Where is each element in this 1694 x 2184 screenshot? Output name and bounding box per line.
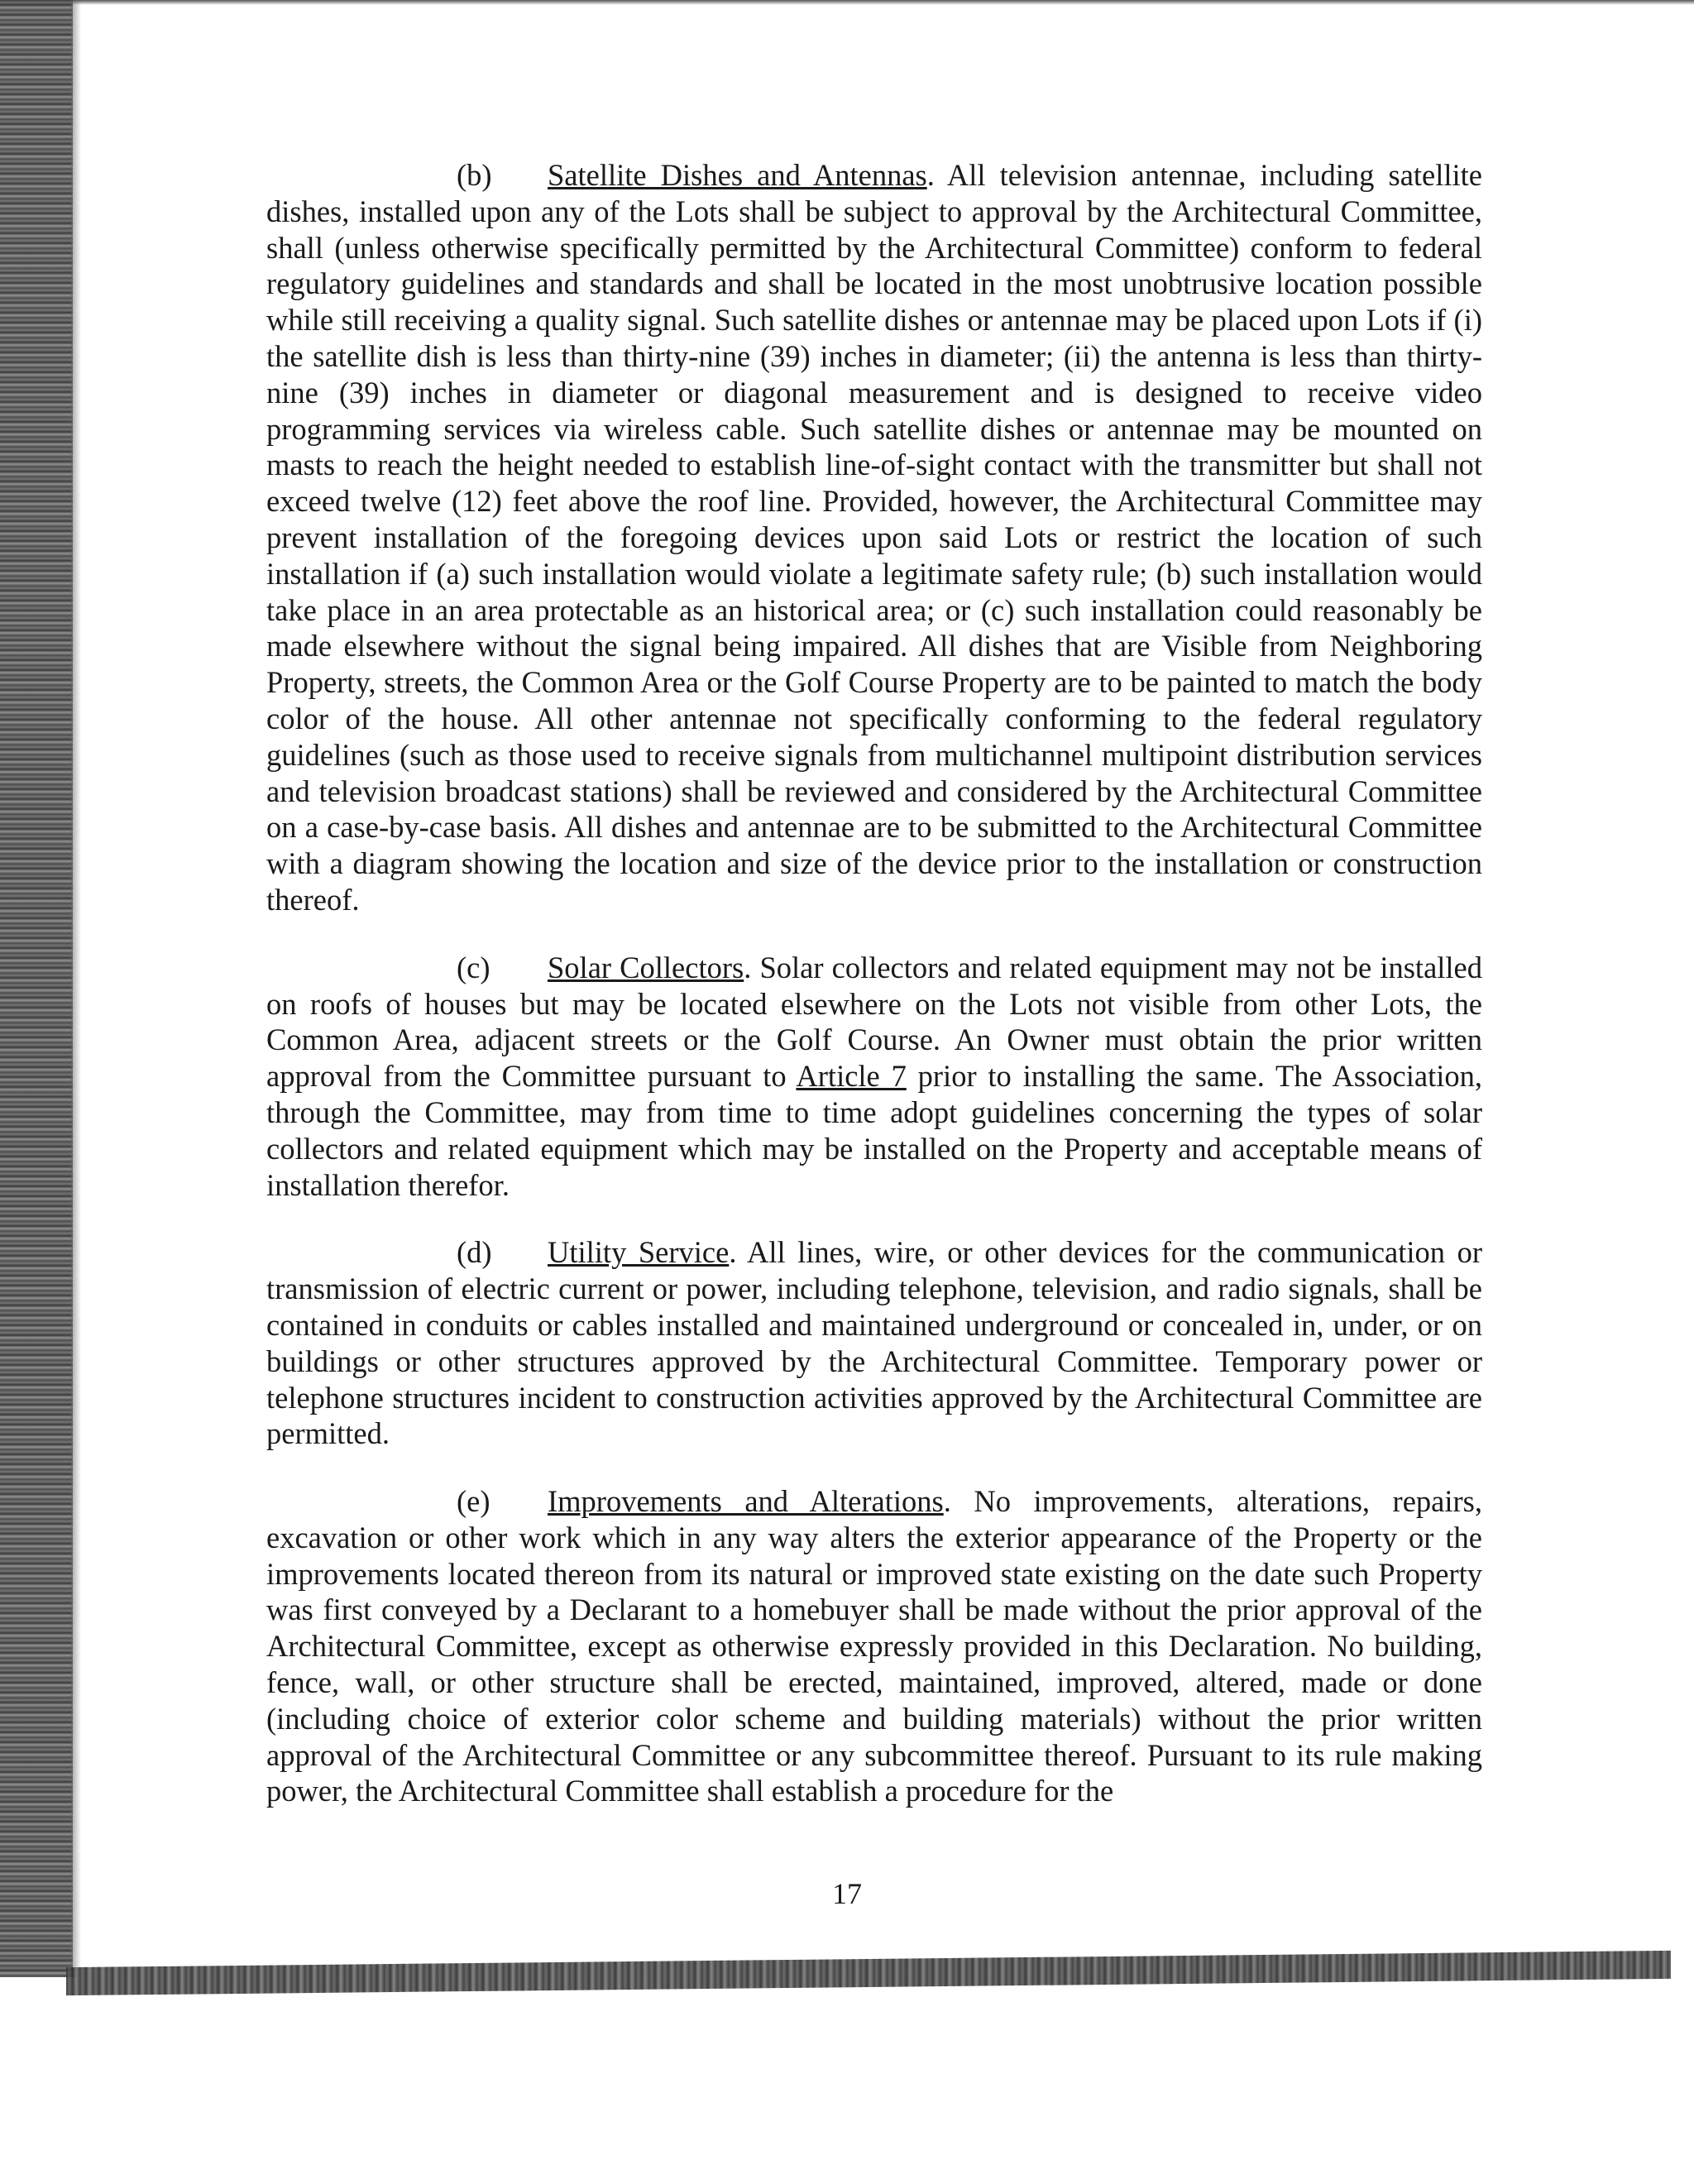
section-body: . All television antennae, including satellite dishes, installed upon any of the Lots shall be subject to approval by the Architectural Committee, shall (unless otherwise specifically permitted by the Architectural Committee) conform to federal regulatory guidelines and standards and shall be located in the most unobtrusive location possible while still receiving a quality signal. Such satellite dishes or antennae may be placed upon Lots if (i) the satellite dish is less than thirty-nine (39) inches in diameter; (ii) the antenna is less than thirty-nine (39) inches in diameter or diagonal measurement and is designed to receive video programming services via wireless cable. Such satellite dishes or antennae may be mounted on masts to reach the height needed to establish line-of-sight contact with the transmitter but shall not exceed twelve (12) feet above the roof line. Provided, however, the Architectural Committee may prevent installation of the foregoing devices upon said Lots or restrict the location of such installation if (a) such installation would violate a legitimate safety rule; (b) such installation would take place in an area protectable as an historical area; or (c) such installation could reasonably be made elsewhere without the signal being impaired. All dishes that are Visible from Neighboring Property, streets, the Common Area or the Golf Course Property are to be painted to match the body color of the house. All other antennae not specifically conforming to the federal regulatory guidelines (such as those used to receive signals from multichannel multipoint distribution services and television broadcast stations) shall be reviewed and considered by the Architectural Committee on a case-by-case basis. All dishes and antennae are to be submitted to the Architectural Committee with a diagram showing the location and size of the device prior to the installation or construction thereof. <box>266 158 1483 917</box>
section-label: (c) <box>457 950 490 984</box>
section-body: . No improvements, alterations, repairs, excavation or other work which in any way alters the exterior appearance of the Property or the improvements located thereon from its natural or improved state existing on the date such Property was first conveyed by a Declarant to a homebuyer shall be made without the prior approval of the Architectural Committee, except as otherwise expressly provided in this Declaration. No building, fence, wall, or other structure shall be erected, maintained, improved, altered, made or done (including choice of exterior color scheme and building materials) without the prior written approval of the Architectural Committee or any subcommittee thereof. Pursuant to its rule making power, the Architectural Committee shall establish a procedure for the <box>266 1484 1482 1808</box>
page-number: 17 <box>832 1877 862 1910</box>
section-heading: Utility Service <box>548 1235 730 1270</box>
section-body: . All lines, wire, or other devices for the communication or transmission of electric current or power, including telephone, television, and radio signals, shall be contained in conduits or cables installed and maintained underground or concealed in, under, or on buildings or other structures approved by the Architectural Committee. Temporary power or telephone structures incident to construction activities approved by the Architectural Committee are permitted. <box>266 1235 1482 1451</box>
scan-edge-bottom <box>66 1951 1671 1995</box>
section-body: . Solar collectors and related equipment may not be installed on roofs of houses but may be located elsewhere on the Lots not visible from other Lots, the Common Area, adjacent streets or the Golf Course. An Owner must obtain the prior written approval from the Committee pursuant to <box>266 950 1483 1094</box>
section-label: (b) <box>457 158 492 192</box>
article-reference: Article 7 <box>796 1059 907 1094</box>
section-label: (d) <box>457 1235 492 1270</box>
scan-edge-left <box>0 0 73 1977</box>
section-satellite-dishes <box>266 157 1482 918</box>
section-utility-service <box>266 1234 1482 1452</box>
section-solar-collectors <box>266 950 1482 1204</box>
section-heading: Satellite Dishes and Antennas <box>548 158 927 192</box>
section-body-continued: prior to installing the same. The Association, through the Committee, may from time to time adopt guidelines concerning the types of solar collectors and related equipment which may be installed on the Property and acceptable means of installation therefor. <box>266 1059 1482 1202</box>
scan-edge-top <box>0 0 1694 5</box>
document-page <box>266 157 1482 1841</box>
section-improvements-alterations <box>266 1483 1482 1809</box>
section-label: (e) <box>457 1484 490 1519</box>
section-heading: Solar Collectors <box>548 950 744 984</box>
section-heading: Improvements and Alterations <box>548 1484 944 1519</box>
